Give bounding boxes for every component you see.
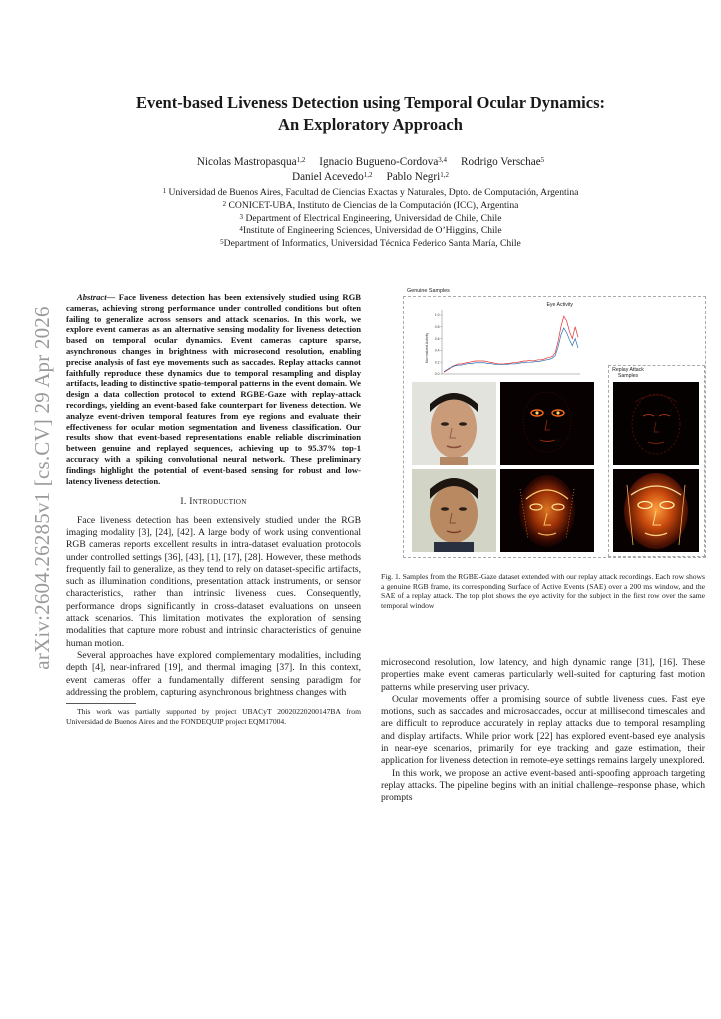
figure-caption: Fig. 1. Samples from the RGBE-Gaze dataset extended with our replay attack recordings. Each row shows a genuine RGB frame, its corresponding Surface of Active Events (SAE) over a 200 ms window, and the SAE of a replay attack. The top plot shows the eye activity for the subject in the first row over the same temporal window bbox=[381, 572, 705, 610]
abstract-label: Abstract bbox=[77, 292, 107, 302]
author-list bbox=[60, 155, 681, 185]
genuine-sae-frame-2 bbox=[500, 469, 594, 552]
y-tick-label: 1.0 bbox=[434, 313, 440, 318]
author-name: Rodrigo Verschae bbox=[461, 156, 541, 168]
genuine-rgb-frame-1 bbox=[412, 382, 496, 465]
genuine-sae-frame-1 bbox=[500, 382, 594, 465]
intro-paragraph-2: Several approaches have explored complementary modalities, including depth [4], near-infrared [19], and thermal imaging [37]. In this context, event cameras offer a fundamentally different sensing paradigm for addressing the problem, capturing asynchronous brightness changes with bbox=[66, 649, 361, 698]
affil-sup: 3 bbox=[239, 212, 244, 221]
affiliation: Universidad de Buenos Aires, Facultad de Ciencias Exactas y Naturales, Dpto. de Computación, Argentina bbox=[168, 187, 579, 198]
replay-sae-frame-1 bbox=[613, 382, 699, 465]
series-line bbox=[444, 328, 578, 372]
author-sup: 1,2 bbox=[440, 171, 449, 179]
author-sup: 5 bbox=[540, 156, 545, 164]
replay-samples-label: Replay Attack Samples bbox=[612, 367, 644, 379]
y-tick-label: 0.4 bbox=[434, 348, 440, 353]
right-column bbox=[381, 657, 705, 805]
footnote-rule bbox=[66, 703, 136, 704]
affil-sup: 2 bbox=[222, 199, 227, 208]
right-paragraph-1: microsecond resolution, low latency, and high dynamic range [31], [16]. These properties make event cameras particularly well-suited for capturing fast motion patterns while preserving user privacy. bbox=[381, 657, 705, 693]
right-paragraph-3: In this work, we propose an active event-based anti-spoofing approach targeting replay attacks. The pipeline begins with an initial challenge–response phase, which prompts bbox=[381, 767, 705, 804]
section-heading: I. Introduction bbox=[180, 496, 247, 508]
chart-lines bbox=[444, 316, 578, 372]
replay-sae-frame-2 bbox=[613, 469, 699, 552]
y-tick-label: 0.0 bbox=[434, 372, 440, 377]
chart-ylabel: Normalized Activity bbox=[425, 332, 429, 364]
author-sup: 1,2 bbox=[296, 156, 306, 164]
y-tick-label: 0.6 bbox=[434, 336, 440, 341]
affil-sup: 1 bbox=[162, 187, 167, 195]
affiliation-list bbox=[60, 187, 681, 251]
abstract bbox=[66, 292, 361, 486]
y-tick-label: 0.2 bbox=[434, 360, 440, 365]
title-line-1: Event-based Liveness Detection using Temporal Ocular Dynamics: bbox=[135, 93, 606, 112]
arxiv-stamp: arXiv:2604.26285v1 [cs.CV] 29 Apr 2026 bbox=[30, 306, 54, 670]
chart-axes bbox=[435, 310, 580, 376]
sae-heatmap-icon bbox=[613, 469, 699, 552]
author-sup: 1,2 bbox=[363, 171, 373, 179]
author-sup: 3,4 bbox=[438, 156, 448, 164]
affiliation: Department of Informatics, Universidad Técnica Federico Santa María, Chile bbox=[223, 238, 521, 250]
genuine-samples-label: Genuine Samples bbox=[407, 288, 450, 294]
author-name: Daniel Acevedo bbox=[291, 171, 364, 183]
author-name: Ignacio Bugueno-Cordova bbox=[319, 156, 439, 168]
affil-sup: 4 bbox=[239, 225, 243, 234]
eye-activity-chart bbox=[420, 300, 590, 380]
left-column bbox=[66, 292, 361, 726]
affil-sup: 5 bbox=[220, 238, 224, 247]
sae-heatmap-icon bbox=[613, 382, 699, 465]
sae-heatmap-icon bbox=[500, 382, 594, 465]
chart-title: Eye Activity bbox=[546, 302, 573, 308]
y-tick-label: 0.8 bbox=[434, 324, 440, 329]
affiliation: Institute of Engineering Sciences, Universidad de O’Higgins, Chile bbox=[242, 225, 502, 237]
title-line-2: An Exploratory Approach bbox=[278, 115, 463, 134]
footnote: This work was partially supported by project UBACyT 20020220200147BA from Universidad de Buenos Aires and the FONDEQUIP project EQM17004. bbox=[66, 707, 361, 726]
affiliation: Department of Electrical Engineering, Universidad de Chile, Chile bbox=[245, 212, 502, 224]
face-illustration-icon bbox=[412, 469, 496, 552]
face-illustration-icon bbox=[412, 382, 496, 465]
affiliation: CONICET-UBA, Instituto de Ciencias de la Computación (ICC), Argentina bbox=[228, 199, 519, 211]
intro-paragraph-1: Face liveness detection has been extensively studied under the RGB imaging modality [3], [24], [42]. A large body of work using conventional RGB cameras reports excellent results in intra-dataset evaluation protocols under controlled settings [36], [43], [1], [17], [28]. However, these methods frequently fail to generalize, as they tend to rely on dataset-specific artifacts, such as illumination conditions, presentation attack instruments, or sensor characteristics, rather than intrinsic liveness cues. Consequently, performance drops significantly in cross-dataset evaluations on unseen attack scenarios. This limitation motivates the exploration of sensing modalities that capture more robust and intrinsic characteristics of genuine human motion. bbox=[66, 514, 361, 649]
paper-title bbox=[60, 92, 681, 136]
right-paragraph-2: Ocular movements offer a promising source of subtle liveness cues. Fast eye motions, such as saccades and microsaccades, occur at millisecond timescales and are difficult to reproduce accurately in replay attacks due to temporal resampling and display artifacts. While prior work [22] has explored event-based eye analysis in near-eye scenarios, primarily for eye tracking and gaze estimation, their application for liveness detection in remote-eye settings remains largely unexplored. bbox=[381, 693, 705, 767]
author-name: Nicolas Mastropasqua bbox=[196, 156, 297, 168]
genuine-rgb-frame-2 bbox=[412, 469, 496, 552]
author-name: Pablo Negri bbox=[386, 171, 441, 183]
sae-heatmap-icon bbox=[500, 469, 594, 552]
abstract-text: — Face liveness detection has been extensively studied using RGB cameras, achieving strong performance under controlled conditions but often failing to generalize across sensors and attack scenarios. In this work, we explore event cameras as an alternative sensing modality for liveness detection based on temporal ocular dynamics. Event cameras capture sparse, asynchronous changes in brightness with microsecond resolution, enabling precise analysis of fast eye movements such as saccades. Replay attacks cannot faithfully reproduce these dynamics due to temporal resampling and display artifacts, leading to distinctive spatio-temporal patterns in the event domain. We design a data collection protocol to extend RGBE-Gaze with replay-attack recordings, yielding an event-based fake counterpart for liveness detection. We analyze event-driven temporal features from eye regions and evaluate their effectiveness for ocular motion segmentation and liveness classification. Our results show that event-based representations enable reliable discrimination between genuine and replayed sequences, achieving up to 95.37% top-1 accuracy with a spiking convolutional neural network. These preliminary findings highlight the potential of event-based sensing for robust and low-latency liveness detection. bbox=[66, 292, 361, 486]
